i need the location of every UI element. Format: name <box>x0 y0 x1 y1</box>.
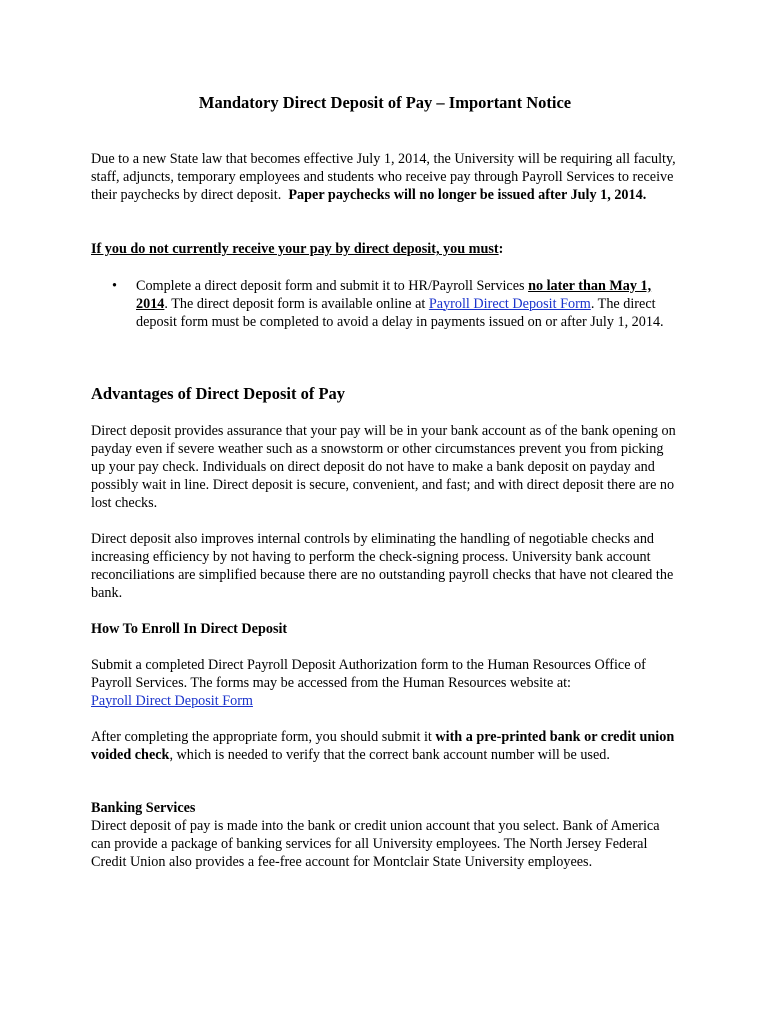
enroll-paragraph <box>91 656 681 710</box>
enroll-heading: How To Enroll In Direct Deposit <box>91 621 288 637</box>
list-item <box>112 277 672 331</box>
voided-check-text: with a pre-printed bank or credit union voided check <box>91 729 675 763</box>
intro-paragraph <box>91 150 681 204</box>
bullet-text-2: . The direct deposit form is available online at <box>164 296 429 312</box>
must-heading <box>91 240 681 258</box>
payroll-form-link[interactable]: Payroll Direct Deposit Form <box>91 693 253 709</box>
deadline-text: no later than May 1, 2014 <box>136 278 652 312</box>
intro-text: Due to a new State law that becomes effective July 1, 2014, the University will be requiring all faculty, staff, adjuncts, temporary employees and students who receive pay through Payroll Services to receive their paychecks by direct deposit. <box>91 151 676 203</box>
bullet-text-1: Complete a direct deposit form and submit it to HR/Payroll Services <box>136 278 529 294</box>
must-heading-text: If you do not currently receive your pay by direct deposit, you must <box>91 241 499 257</box>
page-title: Mandatory Direct Deposit of Pay – Important Notice <box>198 93 572 112</box>
enroll-after-paragraph <box>91 728 681 764</box>
banking-heading: Banking Services <box>91 800 196 816</box>
bullet-icon: • <box>112 278 117 294</box>
advantages-heading: Advantages of Direct Deposit of Pay <box>91 384 346 403</box>
banking-paragraph: Direct deposit of pay is made into the bank or credit union account that you select. Bank of America can provide a package of banking services for all University employees. The North Jersey Federal Credit Union also provides a fee-free account for Montclair State University employees. <box>91 818 660 870</box>
after-text-1: After completing the appropriate form, you should submit it <box>91 729 436 745</box>
enroll-text: Submit a completed Direct Payroll Deposit Authorization form to the Human Resources Office of Payroll Services. The forms may be accessed from the Human Resources website at: <box>91 657 646 691</box>
payroll-form-link-inline[interactable]: Payroll Direct Deposit Form <box>428 296 591 312</box>
advantages-paragraph-2: Direct deposit also improves internal controls by eliminating the handling of negotiable checks and increasing efficiency by not having to perform the check-signing process. University bank account reconciliations are simplified because there are no outstanding payroll checks that have not cleared the bank. <box>91 531 674 601</box>
bullet-text-3: . The direct deposit form must be completed to avoid a delay in payments issued on or after July 1, 2014. <box>136 296 664 330</box>
banking-section <box>91 799 681 871</box>
advantages-paragraph-1: Direct deposit provides assurance that your pay will be in your bank account as of the bank opening on payday even if severe weather such as a snowstorm or other circumstances prevent you from picking up your pay check. Individuals on direct deposit do not have to make a bank deposit on payday and possibly wait in line. Direct deposit is secure, convenient, and fast; and with direct deposit there are no lost checks. <box>91 423 676 511</box>
must-heading-colon: : <box>498 241 504 257</box>
intro-bold-notice: Paper paychecks will no longer be issued after July 1, 2014. <box>288 187 647 203</box>
after-text-2: , which is needed to verify that the correct bank account number will be used. <box>169 747 610 763</box>
requirements-list <box>112 277 672 331</box>
